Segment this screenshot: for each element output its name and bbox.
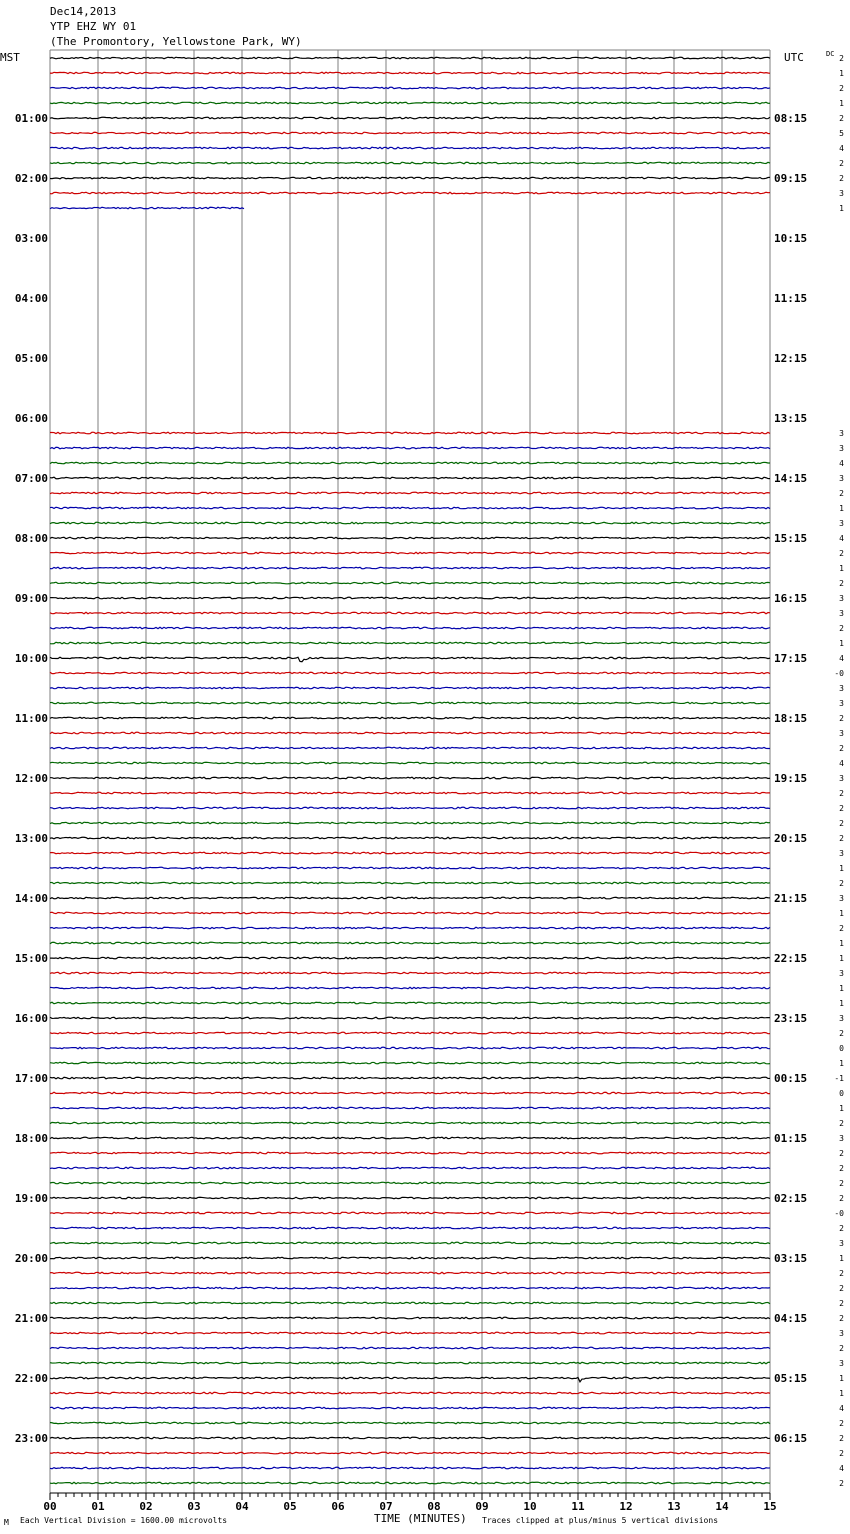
- dc-offset-label: 1: [839, 984, 844, 993]
- dc-offset-label: 0: [839, 1044, 844, 1053]
- trace-black: [50, 1197, 770, 1199]
- dc-offset-label: 3: [839, 594, 844, 603]
- dc-offset-label: 4: [839, 1404, 844, 1413]
- corner-mark: M: [4, 1518, 9, 1527]
- dc-offset-label: 3: [839, 774, 844, 783]
- trace-blue: [50, 927, 770, 929]
- trace-red: [50, 72, 770, 74]
- hour-label-utc: 20:15: [774, 832, 808, 845]
- trace-red: [50, 492, 770, 494]
- dc-offset-label: 4: [839, 459, 844, 468]
- hour-label-mst: 20:00: [14, 1252, 48, 1265]
- dc-offset-label: 1: [839, 69, 844, 78]
- trace-black: [50, 1437, 770, 1439]
- hour-label-mst: 09:00: [14, 592, 48, 605]
- dc-offset-label: 1: [839, 864, 844, 873]
- x-tick-label: 10: [523, 1500, 537, 1513]
- trace-blue: [50, 747, 770, 749]
- hour-label-mst: 06:00: [14, 412, 48, 425]
- hour-label-utc: 08:15: [774, 112, 808, 125]
- dc-offset-label: 2: [839, 1194, 844, 1203]
- trace-green: [50, 1482, 770, 1484]
- trace-green: [50, 822, 770, 824]
- trace-red: [50, 732, 770, 734]
- trace-blue: [50, 207, 244, 209]
- dc-offset-label: 2: [839, 879, 844, 888]
- trace-green: [50, 1242, 770, 1244]
- dc-offset-label: 2: [839, 804, 844, 813]
- trace-blue: [50, 867, 770, 869]
- trace-green: [50, 702, 770, 704]
- dc-offset-label: 1: [839, 954, 844, 963]
- hour-label-mst: 10:00: [14, 652, 48, 665]
- hour-label-utc: 13:15: [774, 412, 808, 425]
- dc-offset-label: 2: [839, 1314, 844, 1323]
- trace-red: [50, 1332, 770, 1334]
- x-tick-label: 06: [331, 1500, 345, 1513]
- dc-offset-label: 2: [839, 1119, 844, 1128]
- dc-offset-label: 2: [839, 1164, 844, 1173]
- dc-offset-label: 1: [839, 1059, 844, 1068]
- dc-offset-label: 3: [839, 849, 844, 858]
- trace-blue: [50, 147, 770, 149]
- x-tick-label: 12: [619, 1500, 633, 1513]
- dc-offset-label: 3: [839, 1329, 844, 1338]
- trace-green: [50, 162, 770, 164]
- dc-offset-label: 2: [839, 744, 844, 753]
- hour-label-mst: 15:00: [14, 952, 48, 965]
- hour-label-utc: 18:15: [774, 712, 808, 725]
- hour-label-utc: 02:15: [774, 1192, 808, 1205]
- trace-red: [50, 1452, 770, 1454]
- trace-blue: [50, 1047, 770, 1049]
- dc-offset-label: 1: [839, 639, 844, 648]
- dc-offset-label: 3: [839, 429, 844, 438]
- station-location: (The Promontory, Yellowstone Park, WY): [50, 35, 302, 48]
- trace-blue: [50, 1347, 770, 1349]
- dc-offset-label: 4: [839, 1464, 844, 1473]
- trace-black: [50, 1377, 770, 1382]
- x-tick-label: 00: [43, 1500, 57, 1513]
- trace-red: [50, 1092, 770, 1094]
- dc-offset-label: 1: [839, 504, 844, 513]
- dc-offset-label: 2: [839, 174, 844, 183]
- dc-offset-label: 4: [839, 759, 844, 768]
- trace-red: [50, 1212, 770, 1214]
- record-date: Dec14,2013: [50, 5, 117, 18]
- dc-offset-label: 2: [839, 1344, 844, 1353]
- hour-label-mst: 07:00: [14, 472, 48, 485]
- hour-label-utc: 04:15: [774, 1312, 808, 1325]
- dc-offset-label: 4: [839, 534, 844, 543]
- dc-offset-label: 2: [839, 714, 844, 723]
- trace-red: [50, 432, 770, 434]
- trace-blue: [50, 567, 770, 569]
- dc-offset-label: 2: [839, 834, 844, 843]
- dc-offset-label: 3: [839, 519, 844, 528]
- hour-label-mst: 16:00: [14, 1012, 48, 1025]
- hour-label-utc: 17:15: [774, 652, 808, 665]
- dc-offset-label: 2: [839, 1479, 844, 1488]
- trace-green: [50, 1062, 770, 1064]
- dc-offset-label: 1: [839, 1254, 844, 1263]
- trace-red: [50, 552, 770, 554]
- hour-label-mst: 19:00: [14, 1192, 48, 1205]
- trace-black: [50, 1017, 770, 1019]
- trace-red: [50, 792, 770, 794]
- x-tick-label: 01: [91, 1500, 105, 1513]
- trace-black: [50, 897, 770, 899]
- dc-offset-label: 3: [839, 189, 844, 198]
- trace-black: [50, 177, 770, 179]
- trace-green: [50, 1302, 770, 1304]
- hour-label-mst: 04:00: [14, 292, 48, 305]
- trace-black: [50, 657, 770, 661]
- dc-offset-label: 2: [839, 489, 844, 498]
- dc-offset-label: 1: [839, 1374, 844, 1383]
- trace-black: [50, 777, 770, 779]
- dc-offset-label: 1: [839, 999, 844, 1008]
- trace-blue: [50, 447, 770, 449]
- dc-offset-label: 3: [839, 474, 844, 483]
- hour-label-mst: 03:00: [14, 232, 48, 245]
- dc-offset-label: 2: [839, 924, 844, 933]
- hour-label-mst: 18:00: [14, 1132, 48, 1145]
- dc-offset-label: 2: [839, 1029, 844, 1038]
- trace-green: [50, 1002, 770, 1004]
- hour-label-utc: 00:15: [774, 1072, 808, 1085]
- trace-blue: [50, 1287, 770, 1289]
- dc-offset-label: 5: [839, 129, 844, 138]
- trace-blue: [50, 507, 770, 509]
- trace-blue: [50, 1107, 770, 1109]
- trace-green: [50, 1122, 770, 1124]
- trace-blue: [50, 1407, 770, 1409]
- dc-offset-label: 3: [839, 444, 844, 453]
- dc-column-title: DC: [826, 50, 835, 58]
- hour-label-utc: 16:15: [774, 592, 808, 605]
- dc-offset-label: 3: [839, 894, 844, 903]
- hour-label-utc: 19:15: [774, 772, 808, 785]
- hour-label-utc: 01:15: [774, 1132, 808, 1145]
- trace-blue: [50, 1167, 770, 1169]
- dc-offset-label: 2: [839, 54, 844, 63]
- x-tick-label: 03: [187, 1500, 201, 1513]
- trace-blue: [50, 627, 770, 629]
- trace-red: [50, 972, 770, 974]
- dc-offset-label: 2: [839, 1149, 844, 1158]
- trace-green: [50, 1362, 770, 1364]
- hour-label-utc: 06:15: [774, 1432, 808, 1445]
- hour-label-mst: 21:00: [14, 1312, 48, 1325]
- hour-label-utc: 10:15: [774, 232, 808, 245]
- hour-label-utc: 09:15: [774, 172, 808, 185]
- dc-offset-label: -1: [834, 1074, 844, 1083]
- hour-label-utc: 23:15: [774, 1012, 808, 1025]
- scale-note: Each Vertical Division = 1600.00 microvolts: [20, 1516, 228, 1525]
- dc-offset-label: 3: [839, 969, 844, 978]
- hour-label-mst: 22:00: [14, 1372, 48, 1385]
- trace-red: [50, 612, 770, 614]
- hour-label-mst: 12:00: [14, 772, 48, 785]
- hour-label-mst: 17:00: [14, 1072, 48, 1085]
- x-tick-label: 14: [715, 1500, 729, 1513]
- trace-black: [50, 957, 770, 959]
- right-axis-title: UTC: [784, 51, 804, 64]
- x-axis-title: TIME (MINUTES): [374, 1512, 467, 1525]
- dc-offset-label: 2: [839, 1224, 844, 1233]
- dc-offset-label: 3: [839, 1134, 844, 1143]
- trace-red: [50, 1392, 770, 1394]
- dc-offset-label: 1: [839, 564, 844, 573]
- x-tick-label: 07: [379, 1500, 393, 1513]
- dc-offset-label: 1: [839, 909, 844, 918]
- trace-black: [50, 837, 770, 839]
- dc-offset-label: 1: [839, 204, 844, 213]
- trace-red: [50, 1032, 770, 1034]
- dc-offset-label: 1: [839, 1104, 844, 1113]
- dc-offset-label: 2: [839, 549, 844, 558]
- hour-label-utc: 15:15: [774, 532, 808, 545]
- station-code: YTP EHZ WY 01: [50, 20, 137, 33]
- dc-offset-label: 3: [839, 1359, 844, 1368]
- hour-label-utc: 22:15: [774, 952, 808, 965]
- trace-black: [50, 1137, 770, 1139]
- dc-offset-label: -0: [834, 1209, 844, 1218]
- trace-black: [50, 1317, 770, 1319]
- trace-black: [50, 597, 770, 599]
- trace-red: [50, 132, 770, 134]
- hour-label-utc: 21:15: [774, 892, 808, 905]
- dc-offset-label: 3: [839, 729, 844, 738]
- x-tick-label: 04: [235, 1500, 249, 1513]
- hour-label-utc: 03:15: [774, 1252, 808, 1265]
- dc-offset-label: 3: [839, 684, 844, 693]
- dc-offset-label: 2: [839, 114, 844, 123]
- hour-label-utc: 12:15: [774, 352, 808, 365]
- dc-offset-label: 4: [839, 144, 844, 153]
- trace-green: [50, 642, 770, 644]
- dc-offset-label: 2: [839, 1284, 844, 1293]
- hour-label-mst: 08:00: [14, 532, 48, 545]
- dc-offset-label: 1: [839, 1389, 844, 1398]
- x-tick-label: 08: [427, 1500, 441, 1513]
- dc-offset-label: 2: [839, 1299, 844, 1308]
- trace-black: [50, 717, 770, 719]
- dc-offset-label: 0: [839, 1089, 844, 1098]
- trace-green: [50, 522, 770, 524]
- dc-offset-label: 2: [839, 819, 844, 828]
- trace-black: [50, 1257, 770, 1259]
- x-tick-label: 15: [763, 1500, 777, 1513]
- trace-black: [50, 537, 770, 539]
- trace-blue: [50, 687, 770, 689]
- dc-offset-label: 2: [839, 1269, 844, 1278]
- trace-red: [50, 1272, 770, 1274]
- dc-offset-label: 3: [839, 609, 844, 618]
- left-axis-title: MST: [0, 51, 20, 64]
- trace-blue: [50, 1467, 770, 1469]
- dc-offset-label: 2: [839, 1434, 844, 1443]
- hour-label-utc: 11:15: [774, 292, 808, 305]
- dc-offset-label: 1: [839, 99, 844, 108]
- dc-offset-label: 2: [839, 159, 844, 168]
- hour-label-mst: 11:00: [14, 712, 48, 725]
- trace-green: [50, 1422, 770, 1424]
- dc-offset-label: 2: [839, 84, 844, 93]
- trace-black: [50, 57, 770, 59]
- trace-red: [50, 1152, 770, 1154]
- trace-blue: [50, 1227, 770, 1229]
- trace-red: [50, 912, 770, 914]
- x-tick-label: 11: [571, 1500, 585, 1513]
- dc-offset-label: 3: [839, 1014, 844, 1023]
- trace-blue: [50, 987, 770, 989]
- hour-label-mst: 02:00: [14, 172, 48, 185]
- trace-blue: [50, 87, 770, 89]
- trace-green: [50, 582, 770, 584]
- dc-offset-label: 2: [839, 624, 844, 633]
- x-tick-label: 02: [139, 1500, 153, 1513]
- trace-green: [50, 882, 770, 884]
- dc-offset-label: 2: [839, 1419, 844, 1428]
- hour-label-mst: 01:00: [14, 112, 48, 125]
- hour-label-mst: 13:00: [14, 832, 48, 845]
- trace-green: [50, 462, 770, 464]
- dc-offset-label: -0: [834, 669, 844, 678]
- clip-note: Traces clipped at plus/minus 5 vertical divisions: [482, 1516, 719, 1525]
- trace-black: [50, 1077, 770, 1079]
- dc-offset-label: 3: [839, 1239, 844, 1248]
- hour-label-utc: 14:15: [774, 472, 808, 485]
- trace-green: [50, 762, 770, 764]
- hour-label-utc: 05:15: [774, 1372, 808, 1385]
- trace-red: [50, 192, 770, 194]
- trace-green: [50, 1182, 770, 1184]
- trace-blue: [50, 807, 770, 809]
- dc-offset-label: 2: [839, 579, 844, 588]
- x-tick-label: 13: [667, 1500, 681, 1513]
- trace-red: [50, 852, 770, 854]
- trace-green: [50, 102, 770, 104]
- trace-red: [50, 672, 770, 674]
- trace-green: [50, 942, 770, 944]
- dc-offset-label: 1: [839, 939, 844, 948]
- hour-label-mst: 05:00: [14, 352, 48, 365]
- x-tick-label: 05: [283, 1500, 297, 1513]
- dc-offset-label: 2: [839, 789, 844, 798]
- hour-label-mst: 23:00: [14, 1432, 48, 1445]
- trace-black: [50, 117, 770, 119]
- trace-black: [50, 477, 770, 479]
- dc-offset-label: 4: [839, 654, 844, 663]
- dc-offset-label: 2: [839, 1179, 844, 1188]
- dc-offset-label: 2: [839, 1449, 844, 1458]
- dc-offset-label: 3: [839, 699, 844, 708]
- x-tick-label: 09: [475, 1500, 489, 1513]
- hour-label-mst: 14:00: [14, 892, 48, 905]
